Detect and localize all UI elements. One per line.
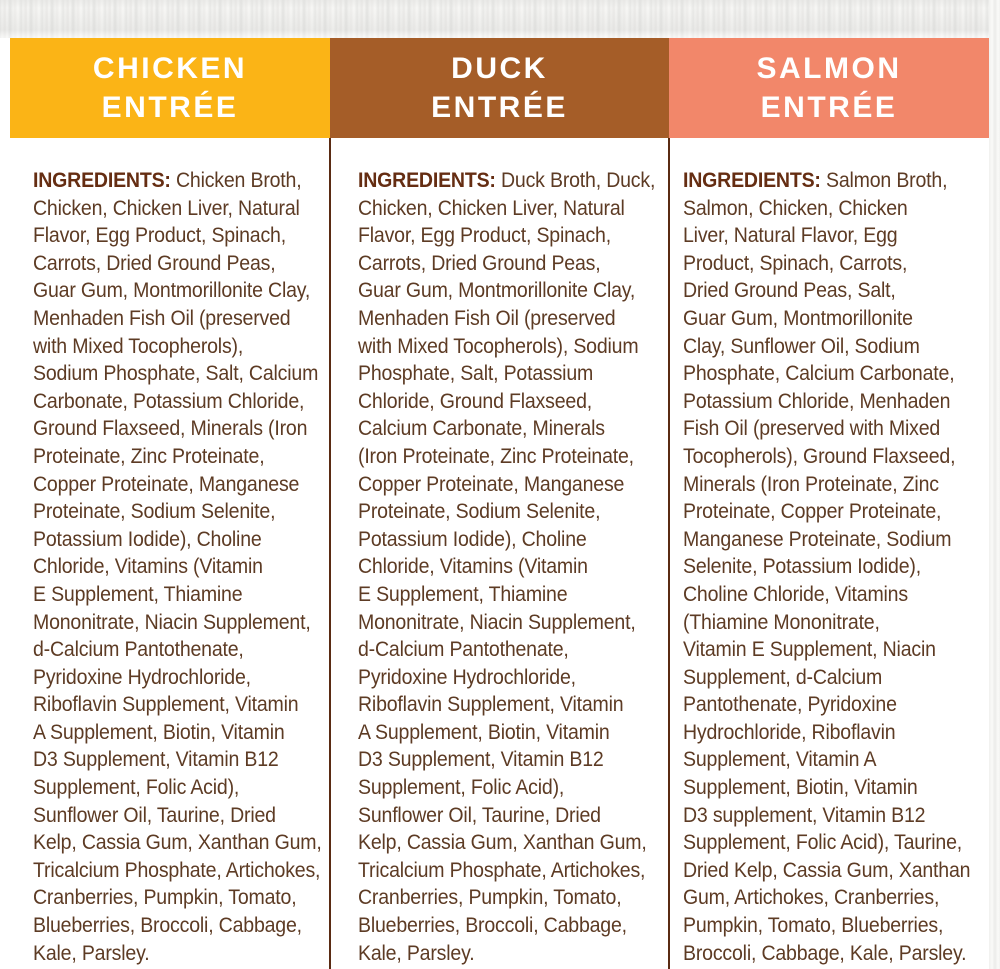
ingredients-line: Carrots, Dried Ground Peas,: [33, 251, 276, 275]
duck-ingredients-lines: [358, 195, 656, 968]
ingredients-line: Riboflavin Supplement, Vitamin: [358, 693, 624, 717]
ingredients-line: Liver, Natural Flavor, Egg: [683, 224, 898, 248]
ingredients-line: with Mixed Tocopherols),: [33, 334, 244, 358]
ingredients-line: Gum, Artichokes, Cranberries,: [683, 886, 940, 910]
ingredients-line: Kelp, Cassia Gum, Xanthan Gum,: [33, 831, 322, 855]
ingredients-line: Chloride, Vitamins (Vitamin: [33, 555, 263, 579]
chicken-ingredients-lines: [33, 195, 331, 968]
ingredients-line: Riboflavin Supplement, Vitamin: [33, 693, 299, 717]
ingredients-line: E Supplement, Thiamine: [33, 582, 243, 606]
ingredients-line: Minerals (Iron Proteinate, Zinc: [683, 472, 939, 496]
ingredients-line: Copper Proteinate, Manganese: [358, 472, 625, 496]
ingredients-line: Menhaden Fish Oil (preserved: [33, 306, 291, 330]
ingredients-line: (Iron Proteinate, Zinc Proteinate,: [358, 444, 634, 468]
ingredients-line: Guar Gum, Montmorillonite Clay,: [358, 279, 636, 303]
ingredients-line: Cranberries, Pumpkin, Tomato,: [358, 886, 622, 910]
ingredients-line: D3 Supplement, Vitamin B12: [358, 748, 604, 772]
ingredients-line: A Supplement, Biotin, Vitamin: [33, 720, 285, 744]
ingredients-line: Tocopherols), Ground Flaxseed,: [683, 444, 956, 468]
ingredients-line: Potassium Iodide), Choline: [33, 527, 262, 551]
ingredients-line: Potassium Chloride, Menhaden: [683, 389, 951, 413]
ingredients-line: Flavor, Egg Product, Spinach,: [33, 224, 286, 248]
entree-headers: [10, 38, 989, 138]
ingredients-line: D3 Supplement, Vitamin B12: [33, 748, 279, 772]
ingredients-line: Guar Gum, Montmorillonite Clay,: [33, 279, 311, 303]
salmon-ingredients-label: INGREDIENTS:: [683, 169, 821, 192]
salmon-ingredients-text: [683, 167, 981, 967]
duck-ingredients-first-line-rest: Duck Broth, Duck,: [495, 169, 656, 192]
ingredients-line: Proteinate, Zinc Proteinate,: [33, 444, 265, 468]
ingredients-line: Selenite, Potassium Iodide),: [683, 555, 921, 579]
ingredients-line: Kelp, Cassia Gum, Xanthan Gum,: [358, 831, 647, 855]
ingredients-line: Clay, Sunflower Oil, Sodium: [683, 334, 920, 358]
ingredients-line: Chloride, Vitamins (Vitamin: [358, 555, 588, 579]
ingredients-line: Mononitrate, Niacin Supplement,: [358, 610, 636, 634]
ingredients-line: with Mixed Tocopherols), Sodium: [358, 334, 639, 358]
duck-header-line1: DUCK: [451, 52, 548, 85]
ingredients-line: Pyridoxine Hydrochloride,: [33, 665, 251, 689]
ingredients-line: Supplement, d-Calcium: [683, 665, 883, 689]
chicken-entree-header: [10, 38, 330, 138]
ingredients-line: Proteinate, Sodium Selenite,: [33, 500, 276, 524]
ingredients-line: Cranberries, Pumpkin, Tomato,: [33, 886, 297, 910]
ingredients-line: Chloride, Ground Flaxseed,: [358, 389, 592, 413]
ingredients-line: Chicken, Chicken Liver, Natural: [358, 196, 625, 220]
chicken-header-line1: CHICKEN: [92, 52, 248, 85]
ingredients-line: Carrots, Dried Ground Peas,: [358, 251, 601, 275]
duck-header-line2: ENTRÉE: [431, 91, 568, 124]
ingredients-line: Flavor, Egg Product, Spinach,: [358, 224, 611, 248]
ingredients-line: Proteinate, Sodium Selenite,: [358, 500, 601, 524]
ingredients-line: Phosphate, Salt, Potassium: [358, 362, 594, 386]
ingredients-line: Sunflower Oil, Taurine, Dried: [33, 803, 276, 827]
ingredients-line: Vitamin E Supplement, Niacin: [683, 638, 936, 662]
ingredients-line: Fish Oil (preserved with Mixed: [683, 417, 941, 441]
duck-ingredients-text: [358, 167, 656, 967]
column-divider-2: [668, 138, 670, 969]
ingredients-line: Dried Ground Peas, Salt,: [683, 279, 896, 303]
ingredients-line: Hydrochloride, Riboflavin: [683, 720, 896, 744]
chicken-ingredients-first-line-rest: Chicken Broth,: [170, 169, 302, 192]
ingredients-line: Ground Flaxseed, Minerals (Iron: [33, 417, 308, 441]
salmon-header-line2: ENTRÉE: [760, 91, 898, 124]
ingredients-line: Choline Chloride, Vitamins: [683, 582, 908, 606]
duck-ingredients-label: INGREDIENTS:: [358, 169, 496, 192]
ingredients-line: A Supplement, Biotin, Vitamin: [358, 720, 610, 744]
wood-texture-top: [0, 0, 1000, 38]
salmon-ingredients-lines: [683, 195, 981, 968]
ingredients-line: Proteinate, Copper Proteinate,: [683, 500, 942, 524]
ingredients-line: Supplement, Biotin, Vitamin: [683, 776, 918, 800]
salmon-header-line1: SALMON: [756, 52, 902, 85]
ingredients-line: d-Calcium Pantothenate,: [33, 638, 244, 662]
ingredients-line: Sunflower Oil, Taurine, Dried: [358, 803, 601, 827]
ingredients-line: Salmon, Chicken, Chicken: [683, 196, 908, 220]
ingredients-line: Carbonate, Potassium Chloride,: [33, 389, 305, 413]
ingredients-line: Pumpkin, Tomato, Blueberries,: [683, 914, 944, 938]
ingredients-line: Manganese Proteinate, Sodium: [683, 527, 952, 551]
salmon-ingredients-first-line-rest: Salmon Broth,: [820, 169, 948, 192]
ingredients-line: Guar Gum, Montmorillonite: [683, 306, 913, 330]
ingredients-line: Potassium Iodide), Choline: [358, 527, 587, 551]
ingredients-line: Sodium Phosphate, Salt, Calcium: [33, 362, 319, 386]
ingredients-line: Mononitrate, Niacin Supplement,: [33, 610, 311, 634]
ingredients-line: Pantothenate, Pyridoxine: [683, 693, 897, 717]
ingredients-line: d-Calcium Pantothenate,: [358, 638, 569, 662]
ingredients-line: Tricalcium Phosphate, Artichokes,: [33, 858, 321, 882]
ingredients-line: Calcium Carbonate, Minerals: [358, 417, 605, 441]
ingredients-line: Supplement, Folic Acid), Taurine,: [683, 831, 963, 855]
chicken-header-line2: ENTRÉE: [101, 91, 239, 124]
ingredients-line: Supplement, Vitamin A: [683, 748, 877, 772]
ingredients-line: Supplement, Folic Acid),: [33, 776, 240, 800]
chicken-ingredients-label: INGREDIENTS:: [33, 169, 171, 192]
ingredients-line: Broccoli, Cabbage, Kale, Parsley.: [683, 941, 967, 965]
ingredients-line: Phosphate, Calcium Carbonate,: [683, 362, 955, 386]
duck-entree-header: [330, 38, 669, 138]
ingredients-line: Copper Proteinate, Manganese: [33, 472, 300, 496]
ingredients-line: Kale, Parsley.: [358, 941, 475, 965]
chicken-ingredients-first-line: [33, 167, 331, 195]
ingredients-line: Supplement, Folic Acid),: [358, 776, 565, 800]
salmon-entree-header: [669, 38, 989, 138]
ingredients-line: (Thiamine Mononitrate,: [683, 610, 880, 634]
ingredients-line: Blueberries, Broccoli, Cabbage,: [33, 914, 302, 938]
ingredients-line: Kale, Parsley.: [33, 941, 150, 965]
ingredients-line: E Supplement, Thiamine: [358, 582, 568, 606]
salmon-ingredients-first-line: [683, 167, 981, 195]
ingredients-line: Tricalcium Phosphate, Artichokes,: [358, 858, 646, 882]
chicken-ingredients-text: [33, 167, 331, 967]
ingredients-line: Product, Spinach, Carrots,: [683, 251, 908, 275]
duck-ingredients-first-line: [358, 167, 656, 195]
ingredients-line: Chicken, Chicken Liver, Natural: [33, 196, 300, 220]
ingredients-line: Dried Kelp, Cassia Gum, Xanthan: [683, 858, 971, 882]
wood-texture-right: [989, 0, 1000, 969]
ingredients-line: Pyridoxine Hydrochloride,: [358, 665, 576, 689]
ingredients-line: Blueberries, Broccoli, Cabbage,: [358, 914, 627, 938]
ingredients-line: D3 supplement, Vitamin B12: [683, 803, 926, 827]
ingredients-line: Menhaden Fish Oil (preserved: [358, 306, 616, 330]
